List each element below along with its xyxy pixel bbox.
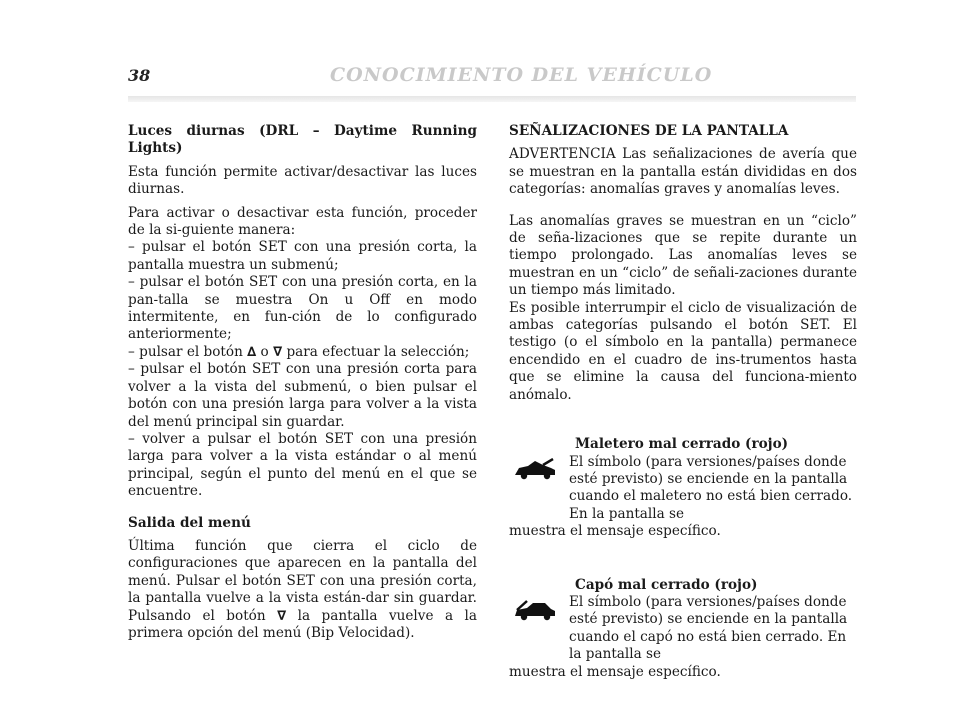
drl-heading: Luces diurnas (DRL – Daytime Running Lights) xyxy=(128,123,477,157)
drl-step-4: – pulsar el botón SET con una presión corta para volver a la vista del submenú, o bien pulsar el botón con una presión larga para volver a la vista del menú principal sin guardar. xyxy=(128,361,477,430)
down-arrow-icon: ∇ xyxy=(277,608,287,624)
page-number: 38 xyxy=(128,66,151,85)
display-signals-heading: SEÑALIZACIONES DE LA PANTALLA xyxy=(509,123,789,139)
trunk-warning-text: El símbolo (para versiones/países donde esté previsto) se enciende en la pantalla cuando el maletero no está bien cerrado. En la pantalla se xyxy=(569,453,853,522)
header-rule xyxy=(128,96,856,102)
hood-warning-text: El símbolo (para versiones/países donde esté previsto) se enciende en la pantalla cuando el capó no está bien cerrado. En la pantalla se xyxy=(569,593,848,663)
hood-warning xyxy=(509,577,857,681)
hood-open-icon xyxy=(513,599,557,621)
right-column xyxy=(509,123,857,681)
drl-instructions: Para activar o desactivar esta función, proceder de la si-guiente manera: xyxy=(128,204,477,239)
exit-paragraph: Última función que cierra el ciclo de configuraciones que aparecen en la pantalla del menú. Pulsar el botón SET con una presión corta, la pantalla vuelve a la vista están-dar sin guardar. Pulsando el botón ∇ la pantalla vuelve a la primera opción del menú (Bip Velocidad). xyxy=(128,537,477,641)
section-title: CONOCIMIENTO DEL VEHÍCULO xyxy=(330,64,713,86)
warning-paragraph: ADVERTENCIA Las señalizaciones de avería que se muestran en la pantalla están divididas en dos categorías: anomalías graves y anomalías leves. xyxy=(509,146,857,198)
trunk-warning-text-end: muestra el mensaje específico. xyxy=(509,523,721,540)
drl-step-5: – volver a pulsar el botón SET con una presión larga para volver a la vista estándar o al menú principal, según el punto del menú en el que se encuentre. xyxy=(128,430,477,500)
trunk-open-icon xyxy=(513,458,557,480)
hood-warning-text-end: muestra el mensaje específico. xyxy=(509,663,721,680)
trunk-warning-title: Maletero mal cerrado (rojo) xyxy=(575,436,789,453)
trunk-warning xyxy=(509,436,857,540)
up-arrow-icon: ∆ xyxy=(247,344,257,360)
serious-anomalies-paragraph: Las anomalías graves se muestran en un “ciclo” de seña-lizaciones que se repite durante un tiempo prolongado. Las anomalías leves se muestran en un “ciclo” de señali-zaciones durante un tiempo más limitado. xyxy=(509,212,857,299)
drl-intro: Esta función permite activar/desactivar las luces diurnas. xyxy=(128,163,477,198)
hood-warning-title: Capó mal cerrado (rojo) xyxy=(575,576,758,593)
drl-step-2: – pulsar el botón SET con una presión corta, en la pan-talla se muestra On u Off en modo intermitente, en fun-ción de lo configurado anteriormente; xyxy=(128,274,477,343)
exit-heading: Salida del menú xyxy=(128,514,251,531)
down-arrow-icon: ∇ xyxy=(273,344,283,360)
left-column xyxy=(128,123,477,642)
drl-step-1: – pulsar el botón SET con una presión corta, la pantalla muestra un submenú; xyxy=(128,239,477,273)
drl-step-3: – pulsar el botón ∆ o ∇ para efectuar la selección; xyxy=(128,343,470,360)
interrupt-cycle-paragraph: Es posible interrumpir el ciclo de visualización de ambas categorías pulsando el botón SET. El testigo (o el símbolo en la pantalla) permanece encendido en el cuadro de ins-trumentos hasta que se elimine la causa del funciona-miento anómalo. xyxy=(509,299,857,403)
